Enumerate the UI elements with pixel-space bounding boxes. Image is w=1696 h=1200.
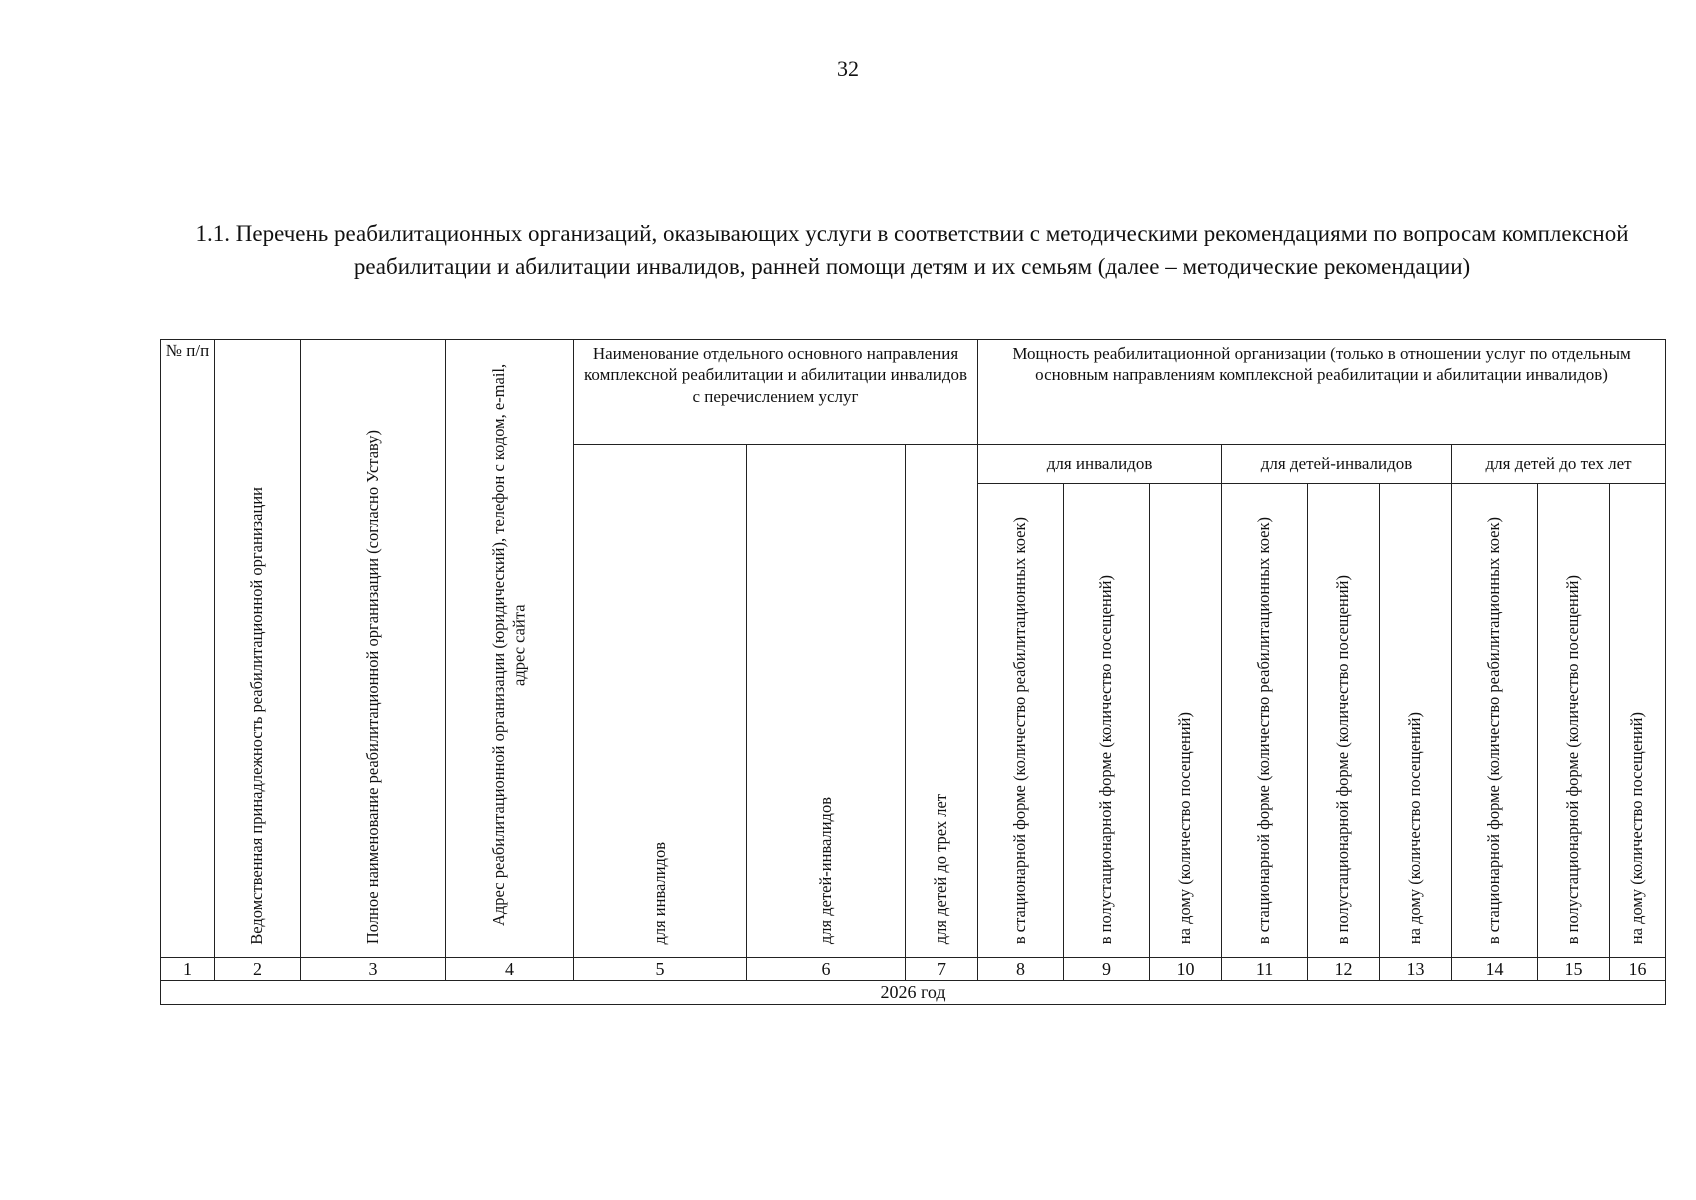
column-number: 12 bbox=[1308, 957, 1380, 981]
page-number: 32 bbox=[837, 56, 859, 81]
header-cap-children-daycare bbox=[1308, 484, 1380, 958]
header-cap-infants-home bbox=[1610, 484, 1666, 958]
column-number: 2 bbox=[215, 957, 301, 981]
column-number: 8 bbox=[978, 957, 1064, 981]
header-direction-disabled-children bbox=[747, 444, 906, 957]
column-number: 6 bbox=[747, 957, 906, 981]
header-cap-children-inpatient-text: в стационарной форме (количество реабилитационных коек) bbox=[1254, 517, 1274, 945]
column-number: 15 bbox=[1538, 957, 1610, 981]
header-cap-disabled-home-text: на дому (количество посещений) bbox=[1175, 712, 1195, 945]
column-number-row bbox=[161, 957, 1666, 981]
header-full-name-text: Полное наименование реабилитационной организации (согласно Уставу) bbox=[362, 430, 382, 945]
header-direction-disabled bbox=[574, 444, 747, 957]
header-cap-disabled-daycare-text: в полустационарной форме (количество посещений) bbox=[1096, 575, 1116, 945]
header-capacity-disabled: для инвалидов bbox=[978, 444, 1222, 483]
header-capacity-under-three: для детей до тех лет bbox=[1452, 444, 1666, 483]
header-cap-infants-inpatient bbox=[1452, 484, 1538, 958]
column-number: 1 bbox=[161, 957, 215, 981]
header-cap-children-daycare-text: в полустационарной форме (количество посещений) bbox=[1333, 575, 1353, 945]
header-direction-under-three-text: для детей до трех лет bbox=[931, 794, 951, 945]
header-address bbox=[446, 340, 574, 958]
header-cap-infants-daycare-text: в полустационарной форме (количество посещений) bbox=[1563, 575, 1583, 945]
year-row-label: 2026 год bbox=[161, 981, 1666, 1005]
column-number: 3 bbox=[301, 957, 446, 981]
header-direction-group: Наименование отдельного основного направления комплексной реабилитации и абилитации инвалидов с перечислением услуг bbox=[574, 340, 978, 445]
header-direction-disabled-children-text: для детей-инвалидов bbox=[815, 797, 835, 945]
header-full-name bbox=[301, 340, 446, 958]
header-direction-disabled-text: для инвалидов bbox=[649, 842, 669, 945]
header-cap-disabled-inpatient bbox=[978, 484, 1064, 958]
header-affiliation-text: Ведомственная принадлежность реабилитационной организации bbox=[247, 486, 267, 945]
header-address-text: Адрес реабилитационной организации (юридический), телефон с кодом, e-mail, адрес сайта bbox=[488, 363, 529, 926]
header-cap-infants-home-text: на дому (количество посещений) bbox=[1627, 712, 1647, 945]
year-row bbox=[161, 981, 1666, 1005]
column-number: 4 bbox=[446, 957, 574, 981]
header-cap-children-inpatient bbox=[1222, 484, 1308, 958]
header-cap-children-home bbox=[1380, 484, 1452, 958]
header-cap-disabled-inpatient-text: в стационарной форме (количество реабилитационных коек) bbox=[1010, 517, 1030, 945]
rehab-organizations-table bbox=[160, 339, 1666, 1005]
header-cap-infants-inpatient-text: в стационарной форме (количество реабилитационных коек) bbox=[1484, 517, 1504, 945]
column-number: 14 bbox=[1452, 957, 1538, 981]
column-number: 9 bbox=[1064, 957, 1150, 981]
column-number: 16 bbox=[1610, 957, 1666, 981]
header-cap-infants-daycare bbox=[1538, 484, 1610, 958]
header-direction-under-three bbox=[906, 444, 978, 957]
header-capacity-group: Мощность реабилитационной организации (только в отношении услуг по отдельным основным направлениям комплексной реабилитации и абилитации инвалидов) bbox=[978, 340, 1666, 445]
column-number: 5 bbox=[574, 957, 747, 981]
header-no: № п/п bbox=[161, 340, 215, 958]
header-cap-disabled-daycare bbox=[1064, 484, 1150, 958]
column-number: 10 bbox=[1150, 957, 1222, 981]
column-number: 7 bbox=[906, 957, 978, 981]
document-title: 1.1. Перечень реабилитационных организаций, оказывающих услуги в соответствии с методическими рекомендациями по вопросам комплексной реабилитации и абилитации инвалидов, ранней помощи детям и их семьям (далее – методические рекомендации) bbox=[195, 221, 1629, 279]
header-cap-disabled-home bbox=[1150, 484, 1222, 958]
header-capacity-disabled-children: для детей-инвалидов bbox=[1222, 444, 1452, 483]
column-number: 13 bbox=[1380, 957, 1452, 981]
header-cap-children-home-text: на дому (количество посещений) bbox=[1405, 712, 1425, 945]
header-affiliation bbox=[215, 340, 301, 958]
column-number: 11 bbox=[1222, 957, 1308, 981]
